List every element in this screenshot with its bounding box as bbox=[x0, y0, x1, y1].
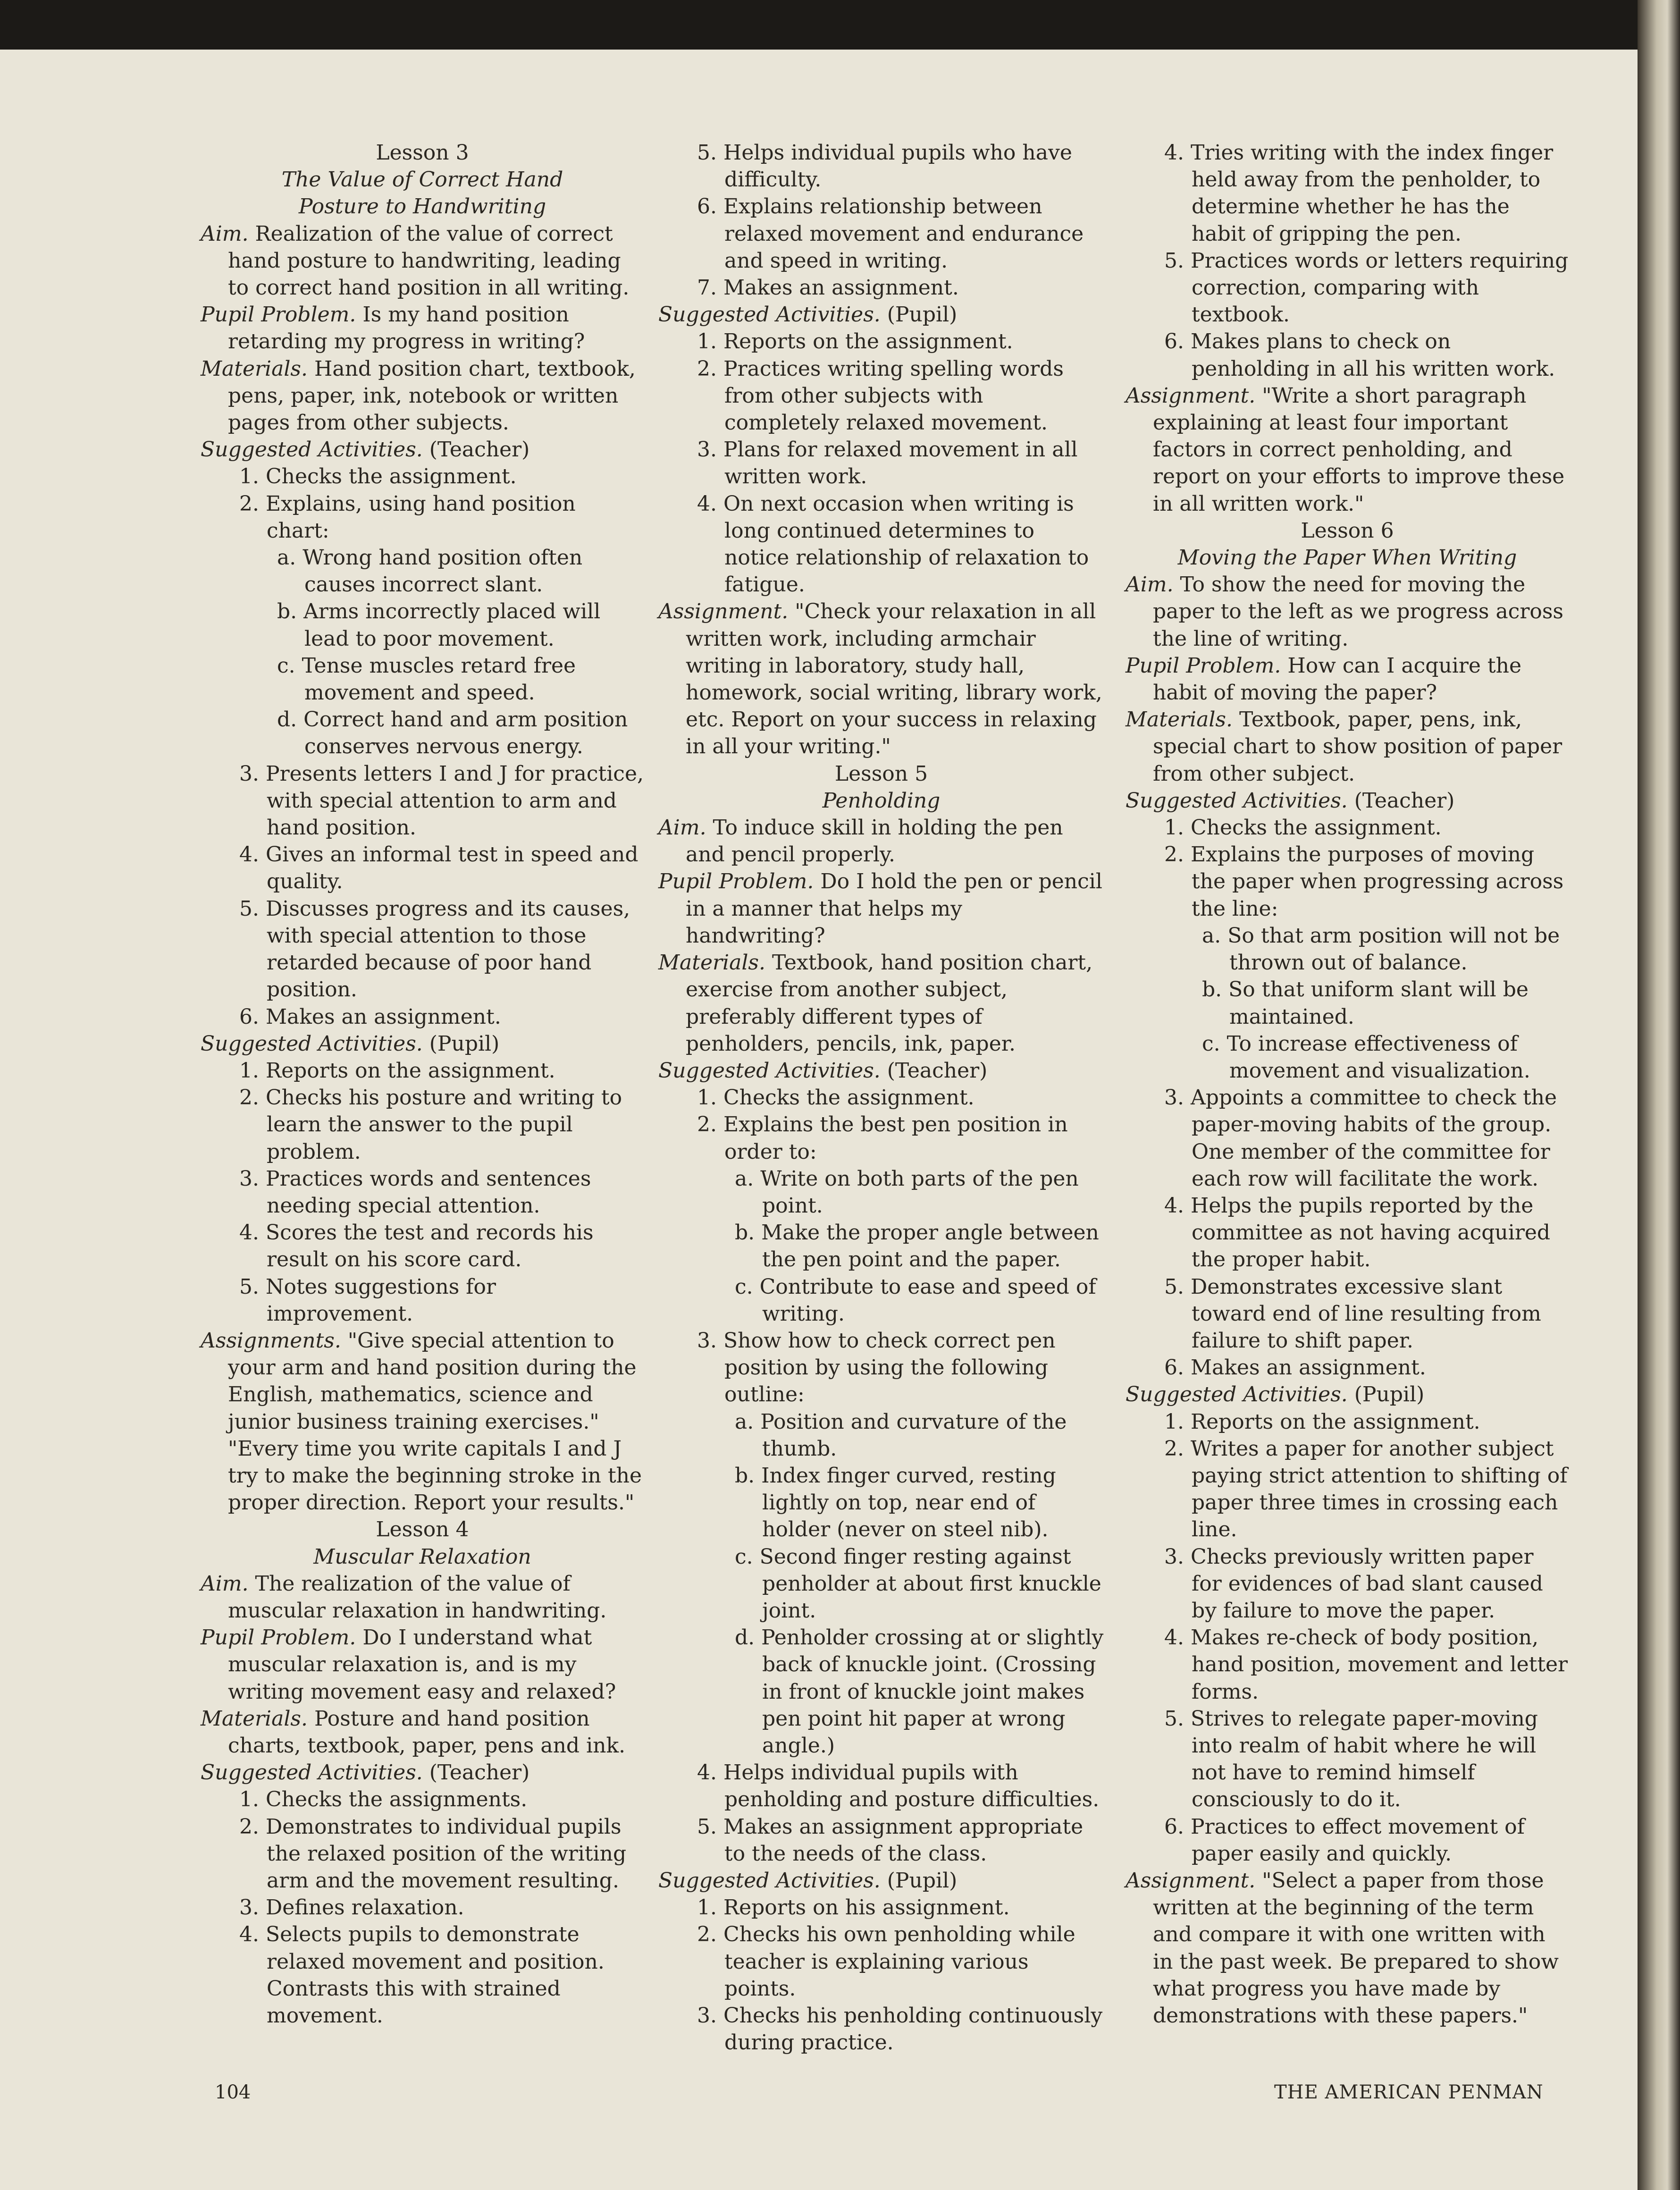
list-item: 4. Selects pupils to demonstrate relaxed movement and position. Contrasts this with strained movement. bbox=[239, 1922, 605, 2028]
suggested-activities-label: Suggested Activities. bbox=[658, 1058, 881, 1083]
list-item: 2. Explains the best pen position in order to: bbox=[697, 1112, 1068, 1164]
lesson-5-teacher-activities-heading bbox=[658, 1057, 1104, 1084]
lesson-6-title: Moving the Paper When Writing bbox=[1177, 546, 1517, 570]
lesson-6-heading: Lesson 6 bbox=[1301, 518, 1394, 543]
list-item: 4. Helps the pupils reported by the committee as not having acquired the proper habit. bbox=[1164, 1193, 1551, 1272]
lesson-3-aim bbox=[201, 220, 644, 302]
list-item: 6. Makes an assignment. bbox=[239, 1004, 501, 1029]
list-item: 1. Checks the assignment. bbox=[239, 464, 517, 489]
lesson-5-pupil-problem bbox=[658, 868, 1104, 949]
lesson-4-materials bbox=[201, 1705, 644, 1759]
suggested-activities-label: Suggested Activities. bbox=[1126, 1382, 1348, 1407]
pupil-problem-text: How can I acquire the habit of moving the paper? bbox=[1153, 653, 1521, 705]
pupil-problem-text: Is my hand position retarding my progress in writing? bbox=[228, 303, 585, 354]
list-item: 3. Checks previously written paper for evidences of bad slant caused by failure to move the paper. bbox=[1164, 1544, 1543, 1623]
pupil-problem-label: Pupil Problem. bbox=[201, 303, 356, 327]
list-item: 6. Makes plans to check on penholding in all his written work. bbox=[1164, 329, 1555, 381]
lesson-4-title: Muscular Relaxation bbox=[313, 1544, 531, 1569]
lesson-3-title-line-1: The Value of Correct Hand bbox=[281, 168, 563, 192]
list-item: 2. Explains, using hand position chart: bbox=[239, 491, 576, 543]
sub-list-item: a. Wrong hand position often causes incorrect slant. bbox=[277, 546, 583, 597]
lesson-6-pupil-activities-heading bbox=[1126, 1381, 1569, 1408]
lesson-5-materials bbox=[658, 949, 1104, 1057]
list-item: 5. Strives to relegate paper-moving into realm of habit where he will not have to remind himself consciously to do it. bbox=[1164, 1706, 1538, 1812]
materials-label: Materials. bbox=[1126, 708, 1233, 732]
lesson-3-pupil-problem bbox=[201, 301, 644, 355]
lesson-5-assignment bbox=[1126, 382, 1569, 517]
lesson-3-assignments bbox=[201, 1327, 644, 1435]
assignment-label: Assignment. bbox=[658, 599, 789, 624]
sub-list-item: c. Second finger resting against penholder at about first knuckle joint. bbox=[735, 1544, 1101, 1623]
aim-label: Aim. bbox=[658, 816, 706, 840]
aim-text: To induce skill in holding the pen and pencil properly. bbox=[686, 816, 1063, 867]
activity-role: (Teacher) bbox=[1347, 788, 1455, 813]
suggested-activities-label: Suggested Activities. bbox=[201, 1760, 423, 1785]
list-item: 1. Checks the assignment. bbox=[1164, 816, 1442, 840]
assignments-label: Assignments. bbox=[201, 1328, 341, 1353]
materials-text: Hand position chart, textbook, pens, paper, ink, notebook or written pages from other subjects. bbox=[228, 356, 636, 435]
suggested-activities-label: Suggested Activities. bbox=[658, 1869, 881, 1893]
assignment-label: Assignment. bbox=[1126, 383, 1256, 408]
list-item: 3. Practices words and sentences needing special attention. bbox=[239, 1166, 591, 1218]
sub-list-item: b. Make the proper angle between the pen point and the paper. bbox=[735, 1221, 1099, 1272]
list-item: 2. Checks his posture and writing to learn the answer to the pupil problem. bbox=[239, 1086, 622, 1164]
pupil-problem-label: Pupil Problem. bbox=[658, 869, 814, 894]
sub-list-item: c. To increase effectiveness of movement and visualization. bbox=[1202, 1031, 1530, 1083]
list-item: 5. Helps individual pupils who have difficulty. bbox=[697, 141, 1072, 192]
column-2 bbox=[658, 139, 1104, 2056]
materials-text: Textbook, hand position chart, exercise from another subject, preferably different types of penholders, pencils, ink, paper. bbox=[686, 951, 1093, 1056]
book-page bbox=[0, 50, 1638, 2190]
activity-role: (Pupil) bbox=[880, 303, 958, 327]
list-item: 6. Practices to effect movement of paper easily and quickly. bbox=[1164, 1814, 1525, 1866]
lesson-5-pupil-activities-heading bbox=[658, 1867, 1104, 1894]
aim-label: Aim. bbox=[201, 1571, 249, 1596]
sub-list-item: a. So that arm position will not be thrown out of balance. bbox=[1202, 923, 1560, 975]
list-item: 1. Checks the assignments. bbox=[239, 1787, 528, 1812]
suggested-activities-label: Suggested Activities. bbox=[658, 303, 881, 327]
list-item: 3. Plans for relaxed movement in all written work. bbox=[697, 438, 1078, 489]
aim-text: Realization of the value of correct hand posture to handwriting, leading to correct hand position in all writing. bbox=[228, 221, 630, 300]
aim-text: The realization of the value of muscular relaxation in handwriting. bbox=[228, 1571, 607, 1623]
column-1 bbox=[201, 139, 644, 2029]
list-item: 4. Tries writing with the index finger held away from the penholder, to determine whether he has the habit of gripping the pen. bbox=[1164, 141, 1554, 246]
list-item: 4. Gives an informal test in speed and quality. bbox=[239, 842, 638, 894]
running-footer-title: THE AMERICAN PENMAN bbox=[1274, 2081, 1544, 2103]
list-item: 7. Makes an assignment. bbox=[697, 276, 959, 300]
sub-list-item: b. Arms incorrectly placed will lead to poor movement. bbox=[277, 599, 601, 651]
lesson-3-teacher-activities-heading bbox=[201, 436, 644, 463]
sub-list-item: d. Penholder crossing at or slightly back of knuckle joint. (Crossing in front of knuckle joint makes pen point hit paper at wrong angle.) bbox=[735, 1626, 1104, 1758]
sub-list-item: c. Tense muscles retard free movement and speed. bbox=[277, 653, 576, 705]
list-item: 3. Show how to check correct pen position by using the following outline: bbox=[697, 1328, 1056, 1407]
activity-role: (Teacher) bbox=[422, 1760, 530, 1785]
lesson-5-aim bbox=[658, 814, 1104, 868]
list-item: 1. Reports on the assignment. bbox=[697, 329, 1013, 354]
lesson-4-pupil-activities-heading bbox=[658, 301, 1104, 328]
lesson-6-teacher-activities-heading bbox=[1126, 787, 1569, 814]
sub-list-item: a. Write on both parts of the pen point. bbox=[735, 1166, 1079, 1218]
list-item: 4. On next occasion when writing is long continued determines to notice relationship of relaxation to fatigue. bbox=[697, 491, 1089, 597]
sub-list-item: b. Index finger curved, resting lightly on top, near end of holder (never on steel nib). bbox=[735, 1463, 1056, 1542]
list-item: 3. Presents letters I and J for practice, with special attention to arm and hand position. bbox=[239, 761, 644, 840]
column-3 bbox=[1126, 139, 1569, 2029]
sub-list-item: d. Correct hand and arm position conserves nervous energy. bbox=[277, 708, 628, 759]
sub-list-item: a. Position and curvature of the thumb. bbox=[735, 1409, 1067, 1461]
list-item: 5. Demonstrates excessive slant toward end of line resulting from failure to shift paper. bbox=[1164, 1274, 1541, 1353]
list-item: 3. Checks his penholding continuously during practice. bbox=[697, 2004, 1103, 2055]
book-page-edge bbox=[1638, 0, 1680, 2190]
list-item: 4. Scores the test and records his result on his score card. bbox=[239, 1221, 594, 1272]
lesson-4-pupil-problem bbox=[201, 1624, 644, 1705]
activity-role: (Teacher) bbox=[422, 438, 530, 462]
assignments-text: "Give special attention to your arm and hand position during the English, mathematics, science and junior business training exercises." bbox=[228, 1328, 637, 1434]
list-item: 5. Discusses progress and its causes, with special attention to those retarded because of poor hand position. bbox=[239, 896, 630, 1002]
lesson-3-materials bbox=[201, 355, 644, 437]
materials-text: Posture and hand position charts, textbook, paper, pens and ink. bbox=[228, 1706, 626, 1758]
list-item: 1. Reports on his assignment. bbox=[697, 1895, 1010, 1920]
list-item: 4. Makes re-check of body position, hand position, movement and letter forms. bbox=[1164, 1626, 1568, 1704]
assignment-text: "Select a paper from those written at the beginning of the term and compare it with one written with in the past week. Be prepared to show what progress you have made by demonstrations with these papers." bbox=[1153, 1869, 1559, 2028]
materials-label: Materials. bbox=[201, 1706, 308, 1731]
pupil-problem-text: Do I hold the pen or pencil in a manner that helps my handwriting? bbox=[686, 869, 1102, 948]
lesson-5-title: Penholding bbox=[822, 788, 941, 813]
aim-label: Aim. bbox=[1126, 573, 1174, 597]
lesson-4-teacher-activities-heading bbox=[201, 1759, 644, 1786]
lesson-4-aim bbox=[201, 1570, 644, 1624]
lesson-6-pupil-problem bbox=[1126, 652, 1569, 706]
list-item: 5. Practices words or letters requiring correction, comparing with textbook. bbox=[1164, 248, 1569, 327]
activity-role: (Pupil) bbox=[1347, 1382, 1425, 1407]
lesson-5-heading: Lesson 5 bbox=[834, 761, 928, 786]
lesson-6-materials bbox=[1126, 706, 1569, 787]
materials-text: Textbook, paper, pens, ink, special chart to show position of paper from other subject. bbox=[1153, 708, 1562, 786]
pupil-problem-label: Pupil Problem. bbox=[1126, 653, 1281, 678]
list-item: 1. Reports on the assignment. bbox=[1164, 1409, 1480, 1434]
assignment-text: "Check your relaxation in all written work, including armchair writing in laboratory, study hall, homework, social writing, library work, etc. Report on your success in relaxing in all your writing." bbox=[686, 599, 1102, 759]
suggested-activities-label: Suggested Activities. bbox=[201, 438, 423, 462]
list-item: 2. Writes a paper for another subject paying strict attention to shifting of paper three times in crossing each line. bbox=[1164, 1436, 1568, 1542]
suggested-activities-label: Suggested Activities. bbox=[1126, 788, 1348, 813]
lesson-3-title-line-2: Posture to Handwriting bbox=[298, 194, 546, 219]
list-item: 2. Practices writing spelling words from other subjects with completely relaxed movement. bbox=[697, 356, 1064, 435]
sub-list-item: c. Contribute to ease and speed of writing. bbox=[735, 1274, 1096, 1326]
pupil-problem-label: Pupil Problem. bbox=[201, 1626, 356, 1650]
list-item: 6. Makes an assignment. bbox=[1164, 1356, 1426, 1380]
sub-list-item: b. So that uniform slant will be maintained. bbox=[1202, 977, 1529, 1029]
lesson-3-heading: Lesson 3 bbox=[376, 141, 469, 165]
list-item: 3. Appoints a committee to check the paper-moving habits of the group. One member of the committee for each row will facilitate the work. bbox=[1164, 1086, 1557, 1191]
page-number: 104 bbox=[215, 2081, 251, 2103]
activity-role: (Pupil) bbox=[422, 1031, 500, 1056]
list-item: 2. Checks his own penholding while teacher is explaining various points. bbox=[697, 1922, 1075, 2001]
list-item: 2. Explains the purposes of moving the paper when progressing across the line: bbox=[1164, 842, 1564, 921]
activity-role: (Teacher) bbox=[880, 1058, 988, 1083]
suggested-activities-label: Suggested Activities. bbox=[201, 1031, 423, 1056]
assignment-label: Assignment. bbox=[1126, 1869, 1256, 1893]
aim-label: Aim. bbox=[201, 221, 249, 246]
list-item: 4. Helps individual pupils with penholding and posture difficulties. bbox=[697, 1760, 1100, 1812]
list-item: 2. Demonstrates to individual pupils the relaxed position of the writing arm and the movement resulting. bbox=[239, 1814, 627, 1893]
materials-label: Materials. bbox=[201, 356, 308, 381]
aim-text: To show the need for moving the paper to the left as we progress across the line of writing. bbox=[1153, 573, 1564, 651]
lesson-6-aim bbox=[1126, 571, 1569, 652]
lesson-4-assignment bbox=[658, 598, 1104, 760]
list-item: 5. Notes suggestions for improvement. bbox=[239, 1274, 496, 1326]
lesson-6-assignment bbox=[1126, 1867, 1569, 2029]
lesson-4-heading: Lesson 4 bbox=[376, 1517, 469, 1542]
list-item: 6. Explains relationship between relaxed movement and endurance and speed in writing. bbox=[697, 194, 1084, 273]
lesson-3-pupil-activities-heading bbox=[201, 1030, 644, 1057]
pupil-problem-text: Do I understand what muscular relaxation is, and is my writing movement easy and relaxed? bbox=[228, 1626, 616, 1704]
list-item: 3. Defines relaxation. bbox=[239, 1895, 464, 1920]
lesson-3-assignments-cont: "Every time you write capitals I and J try to make the beginning stroke in the proper direction. Report your results." bbox=[228, 1436, 642, 1515]
assignment-text: "Write a short paragraph explaining at least four important factors in correct penholding, and report on your efforts to improve these in all written work." bbox=[1153, 383, 1565, 516]
materials-label: Materials. bbox=[658, 951, 765, 975]
list-item: 1. Checks the assignment. bbox=[697, 1086, 974, 1110]
list-item: 5. Makes an assignment appropriate to the needs of the class. bbox=[697, 1814, 1084, 1866]
activity-role: (Pupil) bbox=[880, 1869, 958, 1893]
list-item: 1. Reports on the assignment. bbox=[239, 1058, 555, 1083]
